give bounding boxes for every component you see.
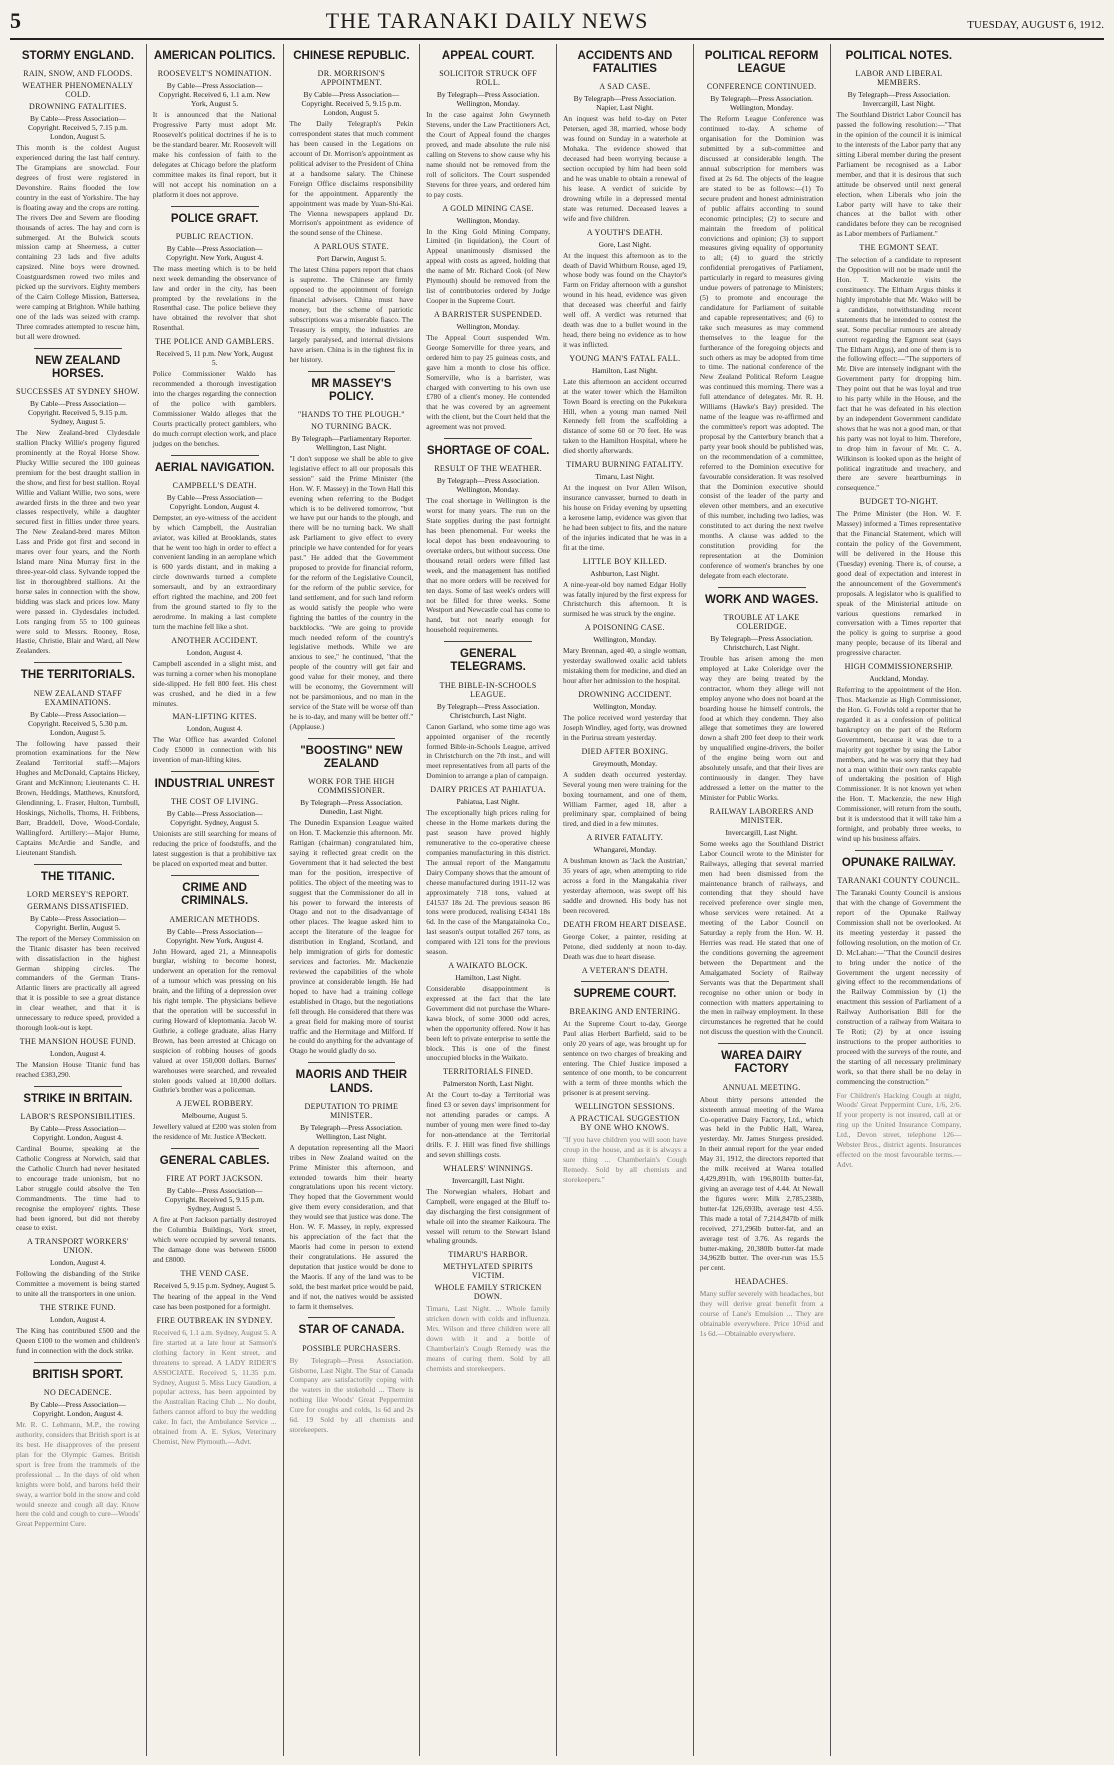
article-subheading: A PARLOUS STATE. bbox=[313, 242, 389, 252]
article-body: The Dunedin Expansion League waited on Hon. T. Mackenzie this afternoon. Mr. Rattigan (chairman) congratulated him, saying it reflected great credit on the Government that it had selected the best man for the position, irrespective of politics. The object of the meeting was to suggest that the Commissioner do all in his power to forward the interests of Otago and not to the disadvantage of other places. The league asked him to accept the literature of the league for distribution in England, Scotland, and help immigration of girls for domestic services and factories. Mr. Mackenzie reviewed the capabilities of the whole province at considerable length. He had hoped to have had a training college established in Otago, but the negotiations fell through. He considered that there was a great field for making more of tourist traffic and the Hermitage and Milford. If he could do anything for the advantage of Otago he would gladly do so. bbox=[289, 818, 414, 1056]
article-body: A nine-year-old boy named Edgar Holly was fatally injured by the first express for Christchurch this afternoon. It is surmised he was struck by the engine. bbox=[563, 579, 687, 619]
article-headline: MR MASSEY'S POLICY. bbox=[311, 377, 392, 403]
article-dateline: Palmerston North, Last Night. bbox=[442, 1079, 534, 1089]
article-headline: THE TERRITORIALS. bbox=[20, 669, 135, 682]
column-rule bbox=[444, 641, 532, 642]
article-dateline: By Cable—Press Association—Copyright. Sydney, August 5. bbox=[166, 809, 263, 828]
article-dateline: London, August 4. bbox=[49, 1315, 106, 1325]
article-dateline: Wellington, Monday. bbox=[593, 635, 657, 645]
article-subheading: WHALERS' WINNINGS. bbox=[443, 1163, 534, 1173]
column-rule bbox=[718, 587, 806, 588]
article-dateline: Wellington, Monday. bbox=[456, 215, 520, 225]
article-dateline: Received 5, 11 p.m. New York, August 5. bbox=[156, 349, 274, 368]
article-dateline: London, August 4. bbox=[186, 647, 243, 657]
article-body: The New Zealand-bred Clydesdale stallion Plucky Willie's progeny figured prominently at the Royal Horse Show. Plucky Willie secured the 100 guineas premium for the best draught stallion in the show, and first for best stallion. Royal Willie and Valiant Willie, two sons, were awarded firsts in the three and two year classes respectively, while a daughter secured first in fillies under three years. The New Zealand-bred mares Milton Lass and Pride got first and second in mares over four years, and the North Island mare Nina Murray first in the three-year-old class. Sylvande topped the list in thoroughbred stallions. At the horse sales in connection with the show, bidding was slack and prices low. Many were passed in. Clydesdales included. Lots ranging from 55 to 100 guineas were sold to Messrs. Rooney, Rose, Hastie, Christie, Blair and Ward, all New Zealanders. bbox=[16, 428, 140, 656]
article-subheading: THE POLICE AND GAMBLERS. bbox=[155, 337, 275, 347]
faded-text: By Telegraph—Press Association. Gisborne, Last Night. The Star of Canada Company are satisfactorily coping with the waters in the stokehold ... There is nothing like Woods' Great Peppermint Cure for coughs and colds, 1s 6d and 2s 6d. 19 Sold by all chemists and storekeepers. bbox=[289, 1355, 414, 1435]
column-2 bbox=[147, 44, 284, 1756]
article-subheading: FIRE OUTBREAK IN SYDNEY. bbox=[156, 1315, 273, 1325]
article-dateline: Melbourne, August 5. bbox=[181, 1111, 248, 1121]
article-body: About thirty persons attended the sixteenth annual meeting of the Warea Co-operative Dairy Factory, Ltd., which was held in the Public Hall, Warea, yesterday. Mr. James Sturgess presided. In their annual report for the year ended May 31, 1912, the directors reported that the milk received at Warea totalled 4,429,891lb, with 196,801lb butter-fat, giving an average test of 4.44. At Newall the figures were: Milk 2,785,238lb, butter-fat 126,693lb, average test 4.55. This made a total of 7,214,847lb of milk received, 271,296lb butter-fat, and an average test of 3.76. As regards the butter-making, 20,380lb butter-fat made 34,962lb butter. The over-run was 15.5 per cent. bbox=[699, 1094, 824, 1273]
article-body: The coal shortage in Wellington is the worst for many years. The run on the State supplies during the past fortnight has been phenomenal. For weeks the local depot has been endeavouring to overtake orders, but without success. One thousand retail orders were filled last week, and the management has notified that no more orders will be received for ten days. Some of last week's orders will not be filled for three weeks. Some Westport and Newcastle coal has come to hand, but not nearly enough for household requirements. bbox=[426, 496, 550, 635]
article-subheading: YOUNG MAN'S FATAL FALL. bbox=[569, 353, 681, 363]
article-body: The War Office has awarded Colonel Cody £5000 in connection with his invention of man-lifting kites. bbox=[152, 735, 277, 765]
article-subheading: DAIRY PRICES AT PAHIATUA. bbox=[430, 785, 546, 795]
article-subheading: LORD MERSEY'S REPORT. bbox=[26, 889, 129, 899]
article-subheading: BUDGET TO-NIGHT. bbox=[859, 497, 939, 507]
article-dateline: By Telegraph—Press Association. Invercargill, Last Night. bbox=[847, 90, 951, 109]
article-body: The Daily Telegraph's Pekin correspondent states that much comment has been caused in the Legations on account of Dr. Morrison's appointment as political adviser to the President of China at a handsome salary. The Chinese Foreign Office disclaims responsibility for the appointment. Apparently the appointment was made by Yuan-Shi-Kai. The Vienna newspapers applaud Dr. Morrison's appointment as evidence of the sound sense of the Chinese. bbox=[289, 119, 414, 238]
article-subheading: NO DECADENCE. bbox=[43, 1388, 112, 1398]
column-5 bbox=[557, 44, 694, 1756]
article-subheading: HEADACHES. bbox=[734, 1277, 789, 1287]
article-dateline: Auckland, Monday. bbox=[869, 674, 929, 684]
article-body: The Reform League Conference was continued to-day. A scheme of organisation for the Dominion was submitted by a sub-committee and discussed at considerable length. The annual subscription for members was fixed at 2s 6d. The objects of the league are stated to be as follows:—(1) To secure prudent and honest administration of public affairs according to sound economic principles; (2) to secure and maintain the freedom of political convictions and opinion; (3) to support measures giving equality of opportunity to all; (4) to guard the strictly confidential prerogatives of Parliament, particularly in regard to measures giving undue powers of patronage to Ministers; (5) to promote and encourage the candidature for Parliament of suitable and capable representatives; and (6) to take such measures as may commend themselves to the league for the furtherance of the foregoing objects and such others as may be adopted from time to time. The national conference of the New Zealand Political Reform League was continued this morning. There was a full attendance of delegates. Mr. R. H. Williams (Hawke's Bay) presided. The name of the league was re-affirmed and the committee's report was adopted. The proposal by the Canterbury branch that a party year book should be published was, on the recommendation of a committee, referred to the Dominion executive for favourable consideration. It was resolved that the Dominion executive should consist of the leader of the party and eleven other members, and an executive of this number, including two ladies, was constituted to act during the next twelve months. A clause was added to the constitution providing for the representation at the Dominion conference of women's branches by one delegate from each electorate. bbox=[699, 114, 824, 580]
article-subheading: WELLINGTON SESSIONS. bbox=[575, 1102, 675, 1112]
article-headline: INDUSTRIAL UNREST bbox=[154, 778, 275, 791]
column-3 bbox=[284, 44, 421, 1756]
article-dateline: By Cable—Press Association—Copyright. New York, August 4. bbox=[166, 926, 264, 945]
article-dateline: Port Darwin, August 5. bbox=[316, 254, 387, 264]
article-subheading: DEATH FROM HEART DISEASE. bbox=[563, 919, 687, 929]
article-body: Unionists are still searching for means of reducing the price of foodstuffs, and the latest suggestion is that a prohibitive tax be placed on exported meat and butter. bbox=[152, 829, 277, 869]
column-rule bbox=[308, 371, 396, 372]
article-subheading: WEATHER PHENOMENALLY COLD. bbox=[22, 81, 134, 100]
article-body: The following have passed their promotion examinations for the New Zealand Territorial staff:—Majors Hughes and McDonald, Captains Hickey, Grant and McKinnon; Lieutenants C. H. Brown, Heddings, Matthews, Knutsford, Glendinning, L. Fraser, Hulton, Turnbull, Hoskings, Nicholls, Thoms, H. Fribbens, Barr, Braddell, Dove, Wood-Cordale, Wallingford. Artillery:—Major Hume, Captains McArdie and Sandle, and Lieutenant Standish. bbox=[16, 738, 140, 857]
article-dateline: By Cable—Press Association—Copyright. Received 5, 9.15 p.m. London, August 5. bbox=[301, 90, 402, 118]
faded-text: Mr. R. C. Lehmann, M.P., the rowing authority, considers that British sport is at its best. He disapproves of the present plan for the Olympic Games. British sport is free from the trammels of the professional ... In the days of old when knights were bold, and barons held their sway, a warrior bold in the snow and cold would sneeze and cough all day. Know here the cold and cough to cure—Woods' Great Peppermint Cure. bbox=[16, 1420, 140, 1529]
article-body: Campbell ascended in a slight mist, and was turning a corner when his monoplane side-slipped. He fell 800 feet. His chest was crushed, and he died in a few minutes. bbox=[152, 658, 277, 708]
article-headline: WORK AND WAGES. bbox=[704, 593, 819, 606]
article-subheading: TIMARU BURNING FATALITY. bbox=[566, 460, 684, 470]
article-subheading: LITTLE BOY KILLED. bbox=[582, 556, 667, 566]
article-subheading: "HANDS TO THE PLOUGH." bbox=[297, 409, 405, 419]
article-dateline: Pahiatua, Last Night. bbox=[456, 797, 520, 807]
faded-text: Many suffer severely with headaches, but they will derive great benefit from a course of Lane's Emulsion ... They are obtainable everywhere. Price 10½d and 1s 6d.—Obtainable everywhere. bbox=[699, 1289, 824, 1338]
article-body: The report of the Mersey Commission on the Titanic disaster has been received with dissatisfaction in the highest German shipping circles. The commanders of the German Trans-Atlantic liners are practically all agreed that it is possible to see a great distance in clear weather, and that it is unnecessary to reduce speed, provided a thorough look-out is kept. bbox=[16, 933, 140, 1033]
article-subheading: RESULT OF THE WEATHER. bbox=[434, 464, 542, 474]
article-dateline: Gore, Last Night. bbox=[598, 239, 652, 249]
article-body: Some weeks ago the Southland District Labor Council wrote to the Minister for Railways, alleging that several married men had been dismissed from the maintenance branch of railways, and contending that they should have received preference over single men, whose services were retained. At a meeting of the Labor Council on Saturday a reply from the Hon. W. H. Herries was read. He stated that one of the conditions governing the agreement between the Department and the Amalgamated Society of Railway Servants was that the Department shall recognise no other union or body in connection with matters appertaining to the men in railway employment. In these circumstances he regretted that he could not discuss the question with the Council. bbox=[699, 838, 824, 1037]
article-dateline: By Cable—Press Association—Copyright. London, August 4. bbox=[166, 492, 263, 511]
article-body: The exceptionally high prices ruling for cheese in the Home markets during the past season have proved highly remunerative to the co-operative cheese companies manufacturing in this district. The annual report of the Mangamutu Dairy Company shows that the amount of cheese manufactured during 1911-12 was approximately 718 tons, valued at £41537 18s 2d. The previous season 86 tons were produced, realising £4341 18s 6d. In the case of the Mangatainoka Co., last season's output totalled 267 tons, as compared with 121 tons for the previous season. bbox=[426, 808, 550, 957]
article-subheading: A RIVER FATALITY. bbox=[586, 833, 664, 843]
article-headline: SHORTAGE OF COAL. bbox=[426, 445, 550, 458]
article-headline: BRITISH SPORT. bbox=[32, 1368, 124, 1381]
article-body: Trouble has arisen among the men employed at Lake Coleridge over the way they are being treated by the contractor, whom they allege will not employ anyone who does not board at the boarding house he himself controls, the food at which they condemn. They also allege that sometimes they are lowered down a shaft 200 feet deep to their work by unqualified engine-drivers, the boiler of the engine being worn out and absolutely unsafe, and that their lives are continuously in danger. They have addressed a letter on the matter to the Minister for Public Works. bbox=[699, 653, 824, 802]
article-subheading: NO TURNING BACK. bbox=[311, 421, 392, 431]
article-body: The latest China papers report that chaos is supreme. The Chinese are firmly opposed to the appointment of foreign financial advisers. China must have money, but the scheme of patriotic subscriptions was a miserable fiasco. The Treasury is empty, the industries are largely paralysed, and internal divisions have arisen. China is in the tightest fix in her history. bbox=[289, 265, 414, 364]
article-dateline: By Cable—Press Association—Copyright. London, August 4. bbox=[29, 1400, 126, 1419]
article-subheading: AMERICAN METHODS. bbox=[169, 914, 260, 924]
article-dateline: By Cable—Press Association—Copyright. Berlin, August 5. bbox=[29, 913, 126, 932]
article-dateline: Timaru, Last Night. bbox=[595, 472, 655, 482]
article-dateline: By Cable—Press Association—Copyright. Received 5, 9.15 p.m. Sydney, August 5. bbox=[164, 1186, 265, 1214]
article-body: Jewellery valued at £200 was stolen from the residence of Mr. Justice A'Beckett. bbox=[152, 1122, 277, 1142]
article-body: An inquest was held to-day on Peter Petersen, aged 38, married, whose body was found on Sunday in a waterhole at Mohaka. The evidence showed that deceased had been worrying because a section occupied by him had been sold and he was unable to obtain a renewal of his lease. A verdict of suicide by drowning while in a depressed mental state was returned. Deceased leaves a wife and five children. bbox=[563, 114, 687, 223]
article-dateline: By Telegraph—Press Association. Wellington, Monday. bbox=[436, 476, 540, 495]
article-body: A deputation representing all the Maori tribes in New Zealand waited on the Prime Minister this afternoon, and extended towards him their hearty congratulations upon his recent victory. They hoped that the Government would give them every consideration, and that they would see that justice was done. The Hon. W. F. Massey, in reply, expressed his appreciation of the fact that the Maoris had come in person to extend their congratulations. He assured the deputation that justice would be done to the Maoris. If any of the land was to be sold, the best market price would be paid, and if not, the natives would be assisted to farm it themselves. bbox=[289, 1142, 414, 1311]
article-dateline: By Telegraph—Press Association. Wellington, Last Night. bbox=[300, 1122, 403, 1141]
article-body: The Norwegian whalers, Hobart and Campbell, were engaged at the Bluff to-day discharging the first consignment of whale oil into the steamer Kaikoura. The vessel will return to the Stewart Island whaling grounds. bbox=[426, 1186, 550, 1246]
column-rule bbox=[308, 1317, 396, 1318]
article-body: Cardinal Bourne, speaking at the Catholic Congress at Norwich, said that the Catholic Church had never hesitated to encourage trade unionism, but no Labor struggle could absolve the Ten Commandments. The time had to recognise the employers' rights. These had been ignored, but did not thereby cease to exist. bbox=[16, 1144, 140, 1233]
column-rule bbox=[171, 771, 259, 772]
article-body: Canon Garland, who some time ago was appointed organiser of the recently formed Bible-in-Schools League, arrived in Christchurch on the 7th inst., and will meet representatives from all parts of the Dominion to arrange a plan of campaign. bbox=[426, 721, 550, 781]
article-headline: "BOOSTING" NEW ZEALAND bbox=[300, 744, 403, 770]
article-body: A sudden death occurred yesterday. Several young men were training for the boxing tournament, and one of them, William Farmer, aged 18, after a preliminary spar, complained of being tired, and died in a few minutes. bbox=[563, 769, 687, 829]
article-subheading: THE BIBLE-IN-SCHOOLS LEAGUE. bbox=[439, 680, 537, 699]
article-body: The selection of a candidate to represent the Opposition will not be made until the Hon. T. Mackenzie visits the constituency. The Eltham Argus thinks it highly improbable that Mr. Wako will be a candidate, notwithstanding recent statements that he intended to contest the seat. Some peculiar rumours are already current regarding the Egmont seat (says The Eltham Argus), and one of them is to the following effect:—"The supporters of Mr. Dive are intensely indignant with the Government party for dropping him. They point out that he was loyal and true to his party while in the House, and the fact that he was defeated in his election by an independent Government candidate shows that he was not a good man, or that his party was not loyal to him. Therefore, to drop him in favour of Mr. C. A. Wilkinson is looked upon as the height of political ingratitude and treachery, and there are severe heartburnings in consequence." bbox=[836, 255, 962, 493]
article-body: At the Court to-day a Territorial was fined £3 or seven days' imprisonment for not attending parades or camps. A number of young men were fined to-day for non-attendance at the Territorial drills. F. J. Hill was fined five shillings and seven shillings costs. bbox=[426, 1090, 550, 1159]
article-body: The mass meeting which is to be held next week demanding the observance of law and order in the city, has been prompted by the revelations in the Rosenthal case. The police believe they have obtained the revolver that shot Rosenthal. bbox=[152, 263, 277, 333]
faded-text: For Children's Hacking Cough at night, Woods' Great Peppermint Cure, 1/6, 2/6. If your property is not insured, call at or ring up the United Insurance Company, Ltd., Devon street, telephone 126—Webster Bros., district agents. Insurances effected on the most favourable terms.—Advt. bbox=[836, 1090, 962, 1170]
article-subheading: POSSIBLE PURCHASERS. bbox=[302, 1343, 401, 1353]
article-dateline: Ashburton, Last Night. bbox=[590, 568, 660, 578]
faded-text: Received 6, 1.1 a.m. Sydney, August 5. A fire started at a late hour at Samson's clothing factory in Kent street, and threatens to spread. A LADY RIDER'S ASSOCIATE. Received 5, 11.35 p.m. Sydney, August 5. Miss Lucy Gaudion, a popular actress, has been appointed by the Australian Racing Club ... No doubt, fathers cannot afford to buy the wedding cake. In fact, the Ambulance Service ... obtained from A. E. Sykes, Veterinary Chemist, New Plymouth.—Advt. bbox=[152, 1327, 277, 1447]
column-rule bbox=[171, 1148, 259, 1149]
article-subheading: ANNUAL MEETING. bbox=[722, 1082, 801, 1092]
article-subheading: A JEWEL ROBBERY. bbox=[175, 1099, 254, 1109]
article-subheading: A SAD CASE. bbox=[599, 82, 651, 92]
article-dateline: By Cable—Press Association—Copyright. London, August 4. bbox=[29, 1124, 126, 1143]
column-rule bbox=[34, 1086, 122, 1087]
article-subheading: WHOLE FAMILY STRICKEN DOWN. bbox=[434, 1283, 542, 1302]
article-subheading: THE EGMONT SEAT. bbox=[859, 243, 939, 253]
article-subheading: SOLICITOR STRUCK OFF ROLL. bbox=[439, 69, 538, 88]
column-rule bbox=[171, 206, 259, 207]
article-body: In the case against John Gwynneth Stevens, under the Law Practitioners Act, the Court of Appeal found the charges proved, and made absolute the rule nisi calling on Stevens to show cause why his name should not be removed from the roll of solicitors. The Court suspended Stevens for three years, and ordered him to pay costs. bbox=[426, 110, 550, 199]
article-body: Dempster, an eye-witness of the accident by which Campbell, the Australian aviator, was killed at Brooklands, states that he went too high in order to effect a convenient landing in an aeroplane which is 600 yards distant, and in making a circle downwards turned a complete somersault, and by an extraordinary effort righted the machine, and 200 feet from the ground started to fly to the aerodrome. In making a last complete turn the machine fell like a shot. bbox=[152, 512, 277, 631]
article-subheading: LABOR AND LIBERAL MEMBERS. bbox=[855, 69, 943, 88]
article-subheading: TERRITORIALS FINED. bbox=[443, 1067, 534, 1077]
article-dateline: By Telegraph—Press Association. Dunedin, Last Night. bbox=[300, 798, 403, 817]
column-rule bbox=[171, 455, 259, 456]
masthead bbox=[10, 8, 1104, 40]
article-subheading: TARANAKI COUNTY COUNCIL. bbox=[837, 876, 961, 886]
article-headline: APPEAL COURT. bbox=[441, 50, 535, 62]
article-body: A bushman known as 'Jack the Austrian,' 35 years of age, when attempting to ride across a ford in the Mangakahia river yesterday afternoon, was swept off his saddle and drowned. His body has not been recovered. bbox=[563, 856, 687, 915]
article-subheading: HIGH COMMISSIONERSHIP. bbox=[844, 662, 954, 672]
article-headline: POLITICAL REFORM LEAGUE bbox=[704, 50, 819, 76]
article-body: The Mansion House Titanic fund has reached £383,290. bbox=[16, 1060, 140, 1079]
column-rule bbox=[34, 348, 122, 349]
article-subheading: THE MANSION HOUSE FUND. bbox=[19, 1037, 136, 1047]
article-dateline: London, August 4. bbox=[49, 1258, 106, 1268]
article-subheading: A GOLD MINING CASE. bbox=[442, 203, 534, 213]
article-body: In the King Gold Mining Company, Limited (in liquidation), the Court of Appeal unanimously dismissed the appeal with costs as agreed, holding that the name of Mr. Richard Cook (of New Plymouth) should be removed from the list of contributories ordered by Judge Cooper in the Supreme Court. bbox=[426, 226, 550, 305]
column-rule bbox=[34, 1362, 122, 1363]
article-dateline: By Telegraph—Press Association. Christchurch, Last Night. bbox=[710, 633, 813, 652]
article-headline: CHINESE REPUBLIC. bbox=[293, 50, 410, 62]
column-rule bbox=[444, 438, 532, 439]
article-subheading: NEW ZEALAND STAFF EXAMINATIONS. bbox=[33, 688, 123, 707]
article-subheading: MAN-LIFTING KITES. bbox=[172, 712, 257, 722]
article-subheading: BREAKING AND ENTERING. bbox=[569, 1006, 681, 1016]
article-headline: SUPREME COURT. bbox=[573, 987, 677, 1000]
article-subheading: WORK FOR THE HIGH COMMISSIONER. bbox=[308, 777, 395, 796]
paper-title: THE TARANAKI DAILY NEWS bbox=[325, 8, 649, 33]
article-body: This month is the coldest August experienced during the last half century. The Grampians are snowclad. Four degrees of frost were registered in Devonshire. Rains flooded the low country in the east of Yorkshire. The hay is floating away and the crops are rotting. The rivers Dee and Severn are flooding thousands of acres. The hay and corn is submerged. At the Bulwick scouts mission camp at Sheerness, a cutter containing 23 lads and five adults capsized. Nine boys were drowned. Coastguardsmen rowed two miles and picked up the survivors. Eighty members of the Cairn College Mission, Battersea, were camping at Brighton. While bathing one of the lads was seized with cramp. Three comrades attempted to rescue him, but all were drowned. bbox=[16, 143, 140, 341]
article-subheading: DIED AFTER BOXING. bbox=[581, 746, 669, 756]
article-body: Considerable disappointment is expressed at the fact that the late Government did not purchase the Whare-kawa block, of some 3000 odd acres, when the opportunity offered. Now it has been left to private enterprise to settle the block. This is one of the finest unoccupied blocks in the Waikato. bbox=[426, 984, 550, 1063]
article-headline: POLICE GRAFT. bbox=[170, 212, 259, 225]
article-body: Following the disbanding of the Strike Committee a movement is being started to unite all the transporters in one union. bbox=[16, 1269, 140, 1299]
article-subheading: TROUBLE AT LAKE COLERIDGE. bbox=[723, 612, 800, 631]
column-7 bbox=[831, 44, 968, 1756]
article-body: The Taranaki County Council is anxious that with the change of Government the report of the Opunake Railway Commission shall not be overlooked. At its meeting yesterday it passed the following resolution, on the motion of Cr. D. McLahan:—"That the Council desires to bring under the notice of the Government the urgent necessity of giving effect to the recommendations of the Railway Commission by (1) the enactment this session of Parliament of a Railway Authorisation Bill for the construction of a railway from Waitara to Te Roti; (2) by at once issuing instructions to the proper authorities to proceed with the surveys of the route, and the starting of all necessary preliminary work, so that there shall be no delay in commencing the construction." bbox=[836, 888, 962, 1086]
article-body: The King has contributed £500 and the Queen £100 to the women and children's fund in connection with the dock strike. bbox=[16, 1326, 140, 1355]
article-dateline: By Telegraph—Press Association. Wellington, Monday. bbox=[710, 94, 813, 113]
article-dateline: Received 5, 9.15 p.m. Sydney, August 5. bbox=[153, 1281, 276, 1291]
column-4 bbox=[420, 44, 557, 1756]
article-dateline: Greymouth, Monday. bbox=[592, 758, 658, 768]
article-dateline: By Cable—Press Association—Copyright. Received 5, 9.15 p.m. Sydney, August 5. bbox=[27, 399, 128, 427]
article-subheading: DROWNING ACCIDENT. bbox=[578, 690, 672, 699]
article-subheading: THE STRIKE FUND. bbox=[39, 1303, 116, 1313]
article-body: At the inquest on Ivor Allen Wilson, insurance canvasser, burned to death in his house on Friday evening by upsetting a kerosene lamp, evidence was given that he had been subject to fits, and the nature of the injuries indicated that he was in a fit at the time. bbox=[563, 483, 687, 552]
article-headline: ACCIDENTS AND FATALITIES bbox=[577, 50, 673, 76]
columns-container bbox=[10, 44, 1104, 1756]
article-headline: GENERAL CABLES. bbox=[159, 1155, 270, 1168]
article-subheading: GERMANS DISSATISFIED. bbox=[27, 901, 129, 911]
article-body: The Southland District Labor Council has passed the following resolution:—"That in the opinion of the council it is inimical to the interests of the Labor party that any sitting Liberal member during the present Parliament be recognised as a Labor member, and that it is desirous that such attitude be observed until next general election, when Liberals who join the Labor party will have to take their chances at the ballot with other candidates before they can be recognised as Labor members of Parliament." bbox=[836, 110, 962, 239]
article-headline: AMERICAN POLITICS. bbox=[153, 50, 276, 62]
column-rule bbox=[171, 875, 259, 876]
article-headline: THE TITANIC. bbox=[40, 870, 115, 883]
column-rule bbox=[581, 981, 669, 982]
column-rule bbox=[34, 662, 122, 663]
article-headline: MAORIS AND THEIR LANDS. bbox=[295, 1069, 408, 1095]
article-subheading: SUCCESSES AT SYDNEY SHOW. bbox=[16, 387, 140, 397]
page-number: 5 bbox=[10, 8, 21, 33]
article-body: "I don't suppose we shall be able to give legislative effect to all our proposals this session" said the Prime Minister (the Hon. W. F. Massey) in the Town Hall this evening when referring to the Budget which is to be delivered tomorrow, "but we have put our hands to the plough, and there will be no turning back. We shall ask Parliament to give effect to every principle we have contended for for years past." He added that the Government proposed to provide for financial reform, for the reform of the Legislative Council, for the reform of the public service, for land settlement, and for such land reform as would satisfy the people who were fighting the battles of the country in the backblocks. "We are going to provide much needed reform of the country's legislative methods. While we are anxious to see," he continued, "that the people of the country will get fair and good value for their money, and there will be economy, the Government will not be parsimonious, and no man in the service of the State will be worse off than he is to-day, and many will be better off." (Applause.) bbox=[289, 453, 414, 731]
article-dateline: By Cable—Press Association—Copyright. New York, August 4. bbox=[166, 243, 264, 262]
article-dateline: By Telegraph—Parliamentary Reporter. Wellington, Last Night. bbox=[291, 433, 412, 452]
article-subheading: A BARRISTER SUSPENDED. bbox=[434, 309, 543, 319]
article-headline: WAREA DAIRY FACTORY bbox=[721, 1050, 803, 1076]
article-dateline: Invercargill, Last Night. bbox=[451, 1175, 525, 1185]
column-rule bbox=[308, 738, 396, 739]
article-headline: GENERAL TELEGRAMS. bbox=[450, 648, 526, 674]
article-subheading: A POISONING CASE. bbox=[584, 623, 665, 633]
article-dateline: By Cable—Press Association—Copyright. Received 5, 7.15 p.m. London, August 5. bbox=[27, 114, 128, 142]
article-subheading: A YOUTH'S DEATH. bbox=[586, 227, 663, 237]
article-body: George Coker, a painter, residing at Petone, died suddenly at noon to-day. Death was due to heart disease. bbox=[563, 931, 687, 961]
issue-date: TUESDAY, AUGUST 6, 1912. bbox=[967, 19, 1104, 31]
article-subheading: CONFERENCE CONTINUED. bbox=[706, 82, 817, 92]
article-headline: OPUNAKE RAILWAY. bbox=[841, 856, 956, 869]
article-body: It is announced that the National Progressive Party must adopt Mr. Roosevelt's political doctrines if he is to be the standard bearer. Mr. Roosevelt will make his confession of faith to the delegates at Chicago before the platform committee makes its final report, but it will not accept his nomination on a platform it does not approve. bbox=[152, 110, 277, 199]
article-headline: STRIKE IN BRITAIN. bbox=[23, 1092, 133, 1105]
column-rule bbox=[308, 1062, 396, 1063]
article-subheading: DROWNING FATALITIES. bbox=[29, 102, 127, 112]
column-rule bbox=[34, 864, 122, 865]
article-subheading: ROOSEVELT'S NOMINATION. bbox=[157, 69, 272, 79]
article-subheading: TIMARU'S HARBOR. bbox=[448, 1250, 528, 1260]
column-rule bbox=[718, 1043, 806, 1044]
article-dateline: By Telegraph—Press Association. Napier, Last Night. bbox=[573, 94, 677, 113]
article-body: The Appeal Court suspended Wm. George Somerville for three years, and ordered him to pay 25 guineas costs, and gave him a month to close his office. Somerville, who is a barrister, was charged with converting to his own use £780 of a client's money. He contended that he was covered by an agreement with the client, but the Court held that the agreement was not proved. bbox=[426, 332, 550, 432]
article-dateline: By Cable—Press Association—Copyright. Received 5, 5.30 p.m. London, August 5. bbox=[27, 709, 128, 737]
article-headline: STAR OF CANADA. bbox=[298, 1324, 405, 1337]
article-headline: CRIME AND CRIMINALS. bbox=[181, 882, 249, 908]
article-subheading: LABOR'S RESPONSIBILITIES. bbox=[20, 1112, 136, 1122]
article-subheading: THE VEND CASE. bbox=[180, 1269, 249, 1279]
column-6 bbox=[694, 44, 831, 1756]
article-dateline: London, August 4. bbox=[49, 1049, 106, 1059]
article-body: A fire at Port Jackson partially destroyed the Columbia Buildings, York street, which were occupied by several tenants. The damage done was between £6000 and £8000. bbox=[152, 1215, 277, 1265]
article-subheading: RAIN, SNOW, AND FLOODS. bbox=[23, 69, 133, 79]
article-body: At the Supreme Court to-day, George Paul alias Herbert Barfield, said to be only 20 years of age, was brought up for sentence on two charges of breaking and entering. The Chief Justice imposed a sentence of one month, to be concurrent with a term of three months which the prisoner is at present serving. bbox=[563, 1018, 687, 1098]
article-body: The hearing of the appeal in the Vend case has been postponed for a fortnight. bbox=[152, 1292, 277, 1311]
article-subheading: FIRE AT PORT JACKSON. bbox=[166, 1174, 263, 1184]
article-subheading: METHYLATED SPIRITS VICTIM. bbox=[443, 1262, 534, 1281]
article-body: Late this afternoon an accident occurred at the water tower which the Hamilton Town Board is erecting on the Pukekura Hill, when a young man named Neil Kennedy fell from the scaffolding a distance of some 60 or 70 feet. He was taken to the Hamilton Hospital, where he died shortly afterwards. bbox=[563, 376, 687, 456]
article-subheading: DR. MORRISON'S APPOINTMENT. bbox=[317, 69, 386, 88]
article-body: Referring to the appointment of the Hon. Thos. Mackenzie as High Commissioner, the Hon. G. Fowlds told a reporter that he regarded it as a confession of political bankruptcy on the part of the Reform Government, because it was due to a majority got together by using the Labor members, and he was sorry that they had not a man within their own ranks capable of undertaking the position of High Commissioner. It is not known yet when the Hon. T. Mackenzie, the new High Commissioner, will return from the south, but it is understood that it will take him a fortnight, and probably three weeks, to wind up his business affairs. bbox=[836, 685, 962, 843]
article-subheading: ANOTHER ACCIDENT. bbox=[171, 635, 258, 645]
article-subheading: RAILWAY LABORERS AND MINISTER. bbox=[709, 806, 814, 825]
article-dateline: By Telegraph—Press Association. Christchurch, Last Night. bbox=[436, 701, 540, 720]
article-body: The police received word yesterday that Joseph Windley, aged forty, was drowned in the Porirua stream yesterday. bbox=[563, 713, 687, 742]
article-subheading: A PRACTICAL SUGGESTION BY ONE WHO KNOWS. bbox=[569, 1114, 681, 1133]
article-subheading: THE COST OF LIVING. bbox=[170, 797, 259, 807]
article-headline: AERIAL NAVIGATION. bbox=[154, 461, 275, 474]
article-subheading: A WAIKATO BLOCK. bbox=[448, 961, 528, 971]
column-rule bbox=[855, 850, 944, 851]
article-dateline: Wellington, Monday. bbox=[456, 321, 520, 331]
article-body: Police Commissioner Waldo has recommended a thorough investigation into the charges regarding the connection of the police with gamblers. Commissioner Waldo alleges that the Courts practically protect gamblers, who do much corrupt election work, and place judges on the benches. bbox=[152, 369, 277, 448]
article-dateline: Invercargill, Last Night. bbox=[725, 827, 798, 837]
article-dateline: Hamilton, Last Night. bbox=[591, 365, 658, 375]
article-subheading: A VETERAN'S DEATH. bbox=[581, 965, 668, 975]
article-body: Mary Brennan, aged 40, a single woman, yesterday swallowed oxalic acid tablets mistaking them for medicine, and died an hour after her admission to the hospital. bbox=[563, 646, 687, 686]
article-dateline: Hamilton, Last Night. bbox=[455, 973, 522, 983]
faded-text: "If you have children you will soon have croup in the house, and as it is always a sure thing ... Chamberlain's Cough Remedy. Sold by all chemists and storekeepers." bbox=[563, 1135, 687, 1184]
article-headline: NEW ZEALAND HORSES. bbox=[35, 354, 121, 380]
article-subheading: PUBLIC REACTION. bbox=[175, 231, 254, 241]
article-headline: STORMY ENGLAND. bbox=[21, 50, 134, 62]
article-dateline: By Telegraph—Press Association. Wellington, Monday. bbox=[436, 90, 540, 109]
article-subheading: A TRANSPORT WORKERS' UNION. bbox=[27, 1237, 129, 1256]
article-dateline: Wellington, Monday. bbox=[593, 702, 657, 711]
article-headline: POLITICAL NOTES. bbox=[845, 50, 953, 62]
article-dateline: By Cable—Press Association—Copyright. Received 6, 1.1 a.m. New York, August 5. bbox=[158, 81, 271, 109]
article-body: John Howard, aged 21, a Minneapolis burglar, wishing to become honest, underwent an operation for the removal of a tumour which was pressing on his brain, and the lifting of a depression over his right temple. The physicians believe that the operation will be successful in curing Howard of kleptomania. Jacob W. Guthrie, a college graduate, alias Harry Brown, has been arrested at Chicago on suspicion of robbing houses of goods valued at over 150,000 dollars. Burnes' warehouses were searched, and revealed stolen goods valued at 10,000 dollars. Guthrie's brother was a policeman. bbox=[152, 946, 277, 1095]
faded-text: Timaru, Last Night. ... Whole family stricken down with colds and influenza. Mrs. Wilson and three children were all down with it and a bottle of Chamberlain's Cough Remedy was the means of curing them. Sold by all chemists and storekeepers. bbox=[426, 1304, 550, 1373]
article-dateline: Whangarei, Monday. bbox=[593, 845, 657, 855]
article-subheading: DEPUTATION TO PRIME MINISTER. bbox=[304, 1101, 399, 1120]
article-dateline: London, August 4. bbox=[186, 724, 243, 734]
column-1 bbox=[10, 44, 147, 1756]
article-subheading: CAMPBELL'S DEATH. bbox=[172, 480, 257, 490]
article-body: At the inquest this afternoon as to the death of David Whitburn Rouse, aged 19, whose body was found on the Chaytor's Farm on Friday afternoon with a gunshot wound in his head, evidence was given that deceased was cheerful and fairly well off. A verdict was returned that death was due to a bullet wound in the head, there being no evidence as to how it was inflicted. bbox=[563, 250, 687, 349]
article-body: The Prime Minister (the Hon. W. F. Massey) informed a Times representative that the Financial Statement, which will contain the policy of the Government, will be delivered in the House this (Tuesday) evening. There is, of course, a good deal of expectation and interest in the announcement of the Government's proposals. A legislator who is qualified to speak of the Ministerial attitude on various questions remarked in conversation with a Times reporter that the policy is going to surprise a good many people, because of its liberal and progressive character. bbox=[836, 509, 962, 658]
